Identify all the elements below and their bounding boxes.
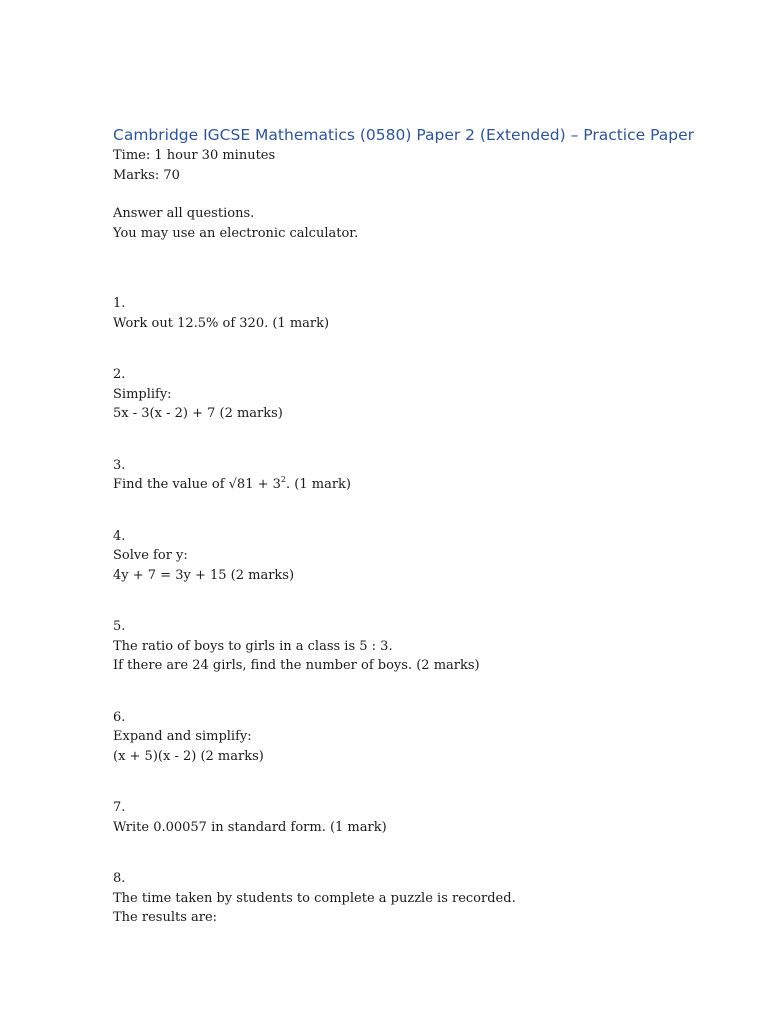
question-number: 5. (113, 619, 126, 634)
instruction-line: You may use an electronic calculator. (113, 225, 359, 241)
instruction-line: Answer all questions. (113, 206, 255, 221)
question-3 (113, 456, 713, 495)
question-text: The results are: (113, 910, 218, 925)
page-title: Cambridge IGCSE Mathematics (0580) Paper 2 (Extended) – Practice Paper (113, 126, 694, 144)
question-2 (113, 365, 713, 424)
question-text: The ratio of boys to girls in a class is 5 : 3. (113, 638, 393, 654)
question-1 (113, 294, 713, 333)
question-5 (113, 617, 713, 676)
question-6 (113, 708, 713, 767)
question-text: If there are 24 girls, find the number of boys. (2 marks) (113, 658, 480, 673)
question-text: The time taken by students to complete a puzzle is recorded. (113, 890, 516, 906)
question-number: 2. (113, 367, 126, 382)
question-8 (113, 869, 713, 928)
time-allowed: Time: 1 hour 30 minutes (113, 148, 276, 163)
question-text: 5x - 3(x - 2) + 7 (2 marks) (113, 406, 283, 421)
question-text-part: Find the value of √81 + 3 (113, 477, 281, 492)
question-number: 6. (113, 709, 126, 725)
question-7 (113, 798, 713, 837)
question-text: 4y + 7 = 3y + 15 (2 marks) (113, 567, 295, 583)
question-number: 4. (113, 528, 126, 544)
question-text: Simplify: (113, 386, 172, 402)
question-text: Write 0.00057 in standard form. (1 mark) (113, 819, 387, 835)
question-number: 8. (113, 871, 126, 886)
question-text: Solve for y: (113, 548, 188, 563)
question-number: 7. (113, 800, 126, 815)
question-number: 3. (113, 457, 126, 473)
total-marks: Marks: 70 (113, 167, 180, 183)
question-text: (x + 5)(x - 2) (2 marks) (113, 748, 264, 764)
question-text-part: . (1 mark) (286, 477, 351, 492)
question-text: Work out 12.5% of 320. (1 mark) (113, 315, 330, 331)
exponent: 2 (280, 474, 286, 484)
question-number: 1. (113, 296, 126, 311)
question-text (113, 475, 713, 495)
question-text: Expand and simplify: (113, 729, 252, 744)
question-4 (113, 527, 713, 586)
document-page (113, 124, 713, 928)
